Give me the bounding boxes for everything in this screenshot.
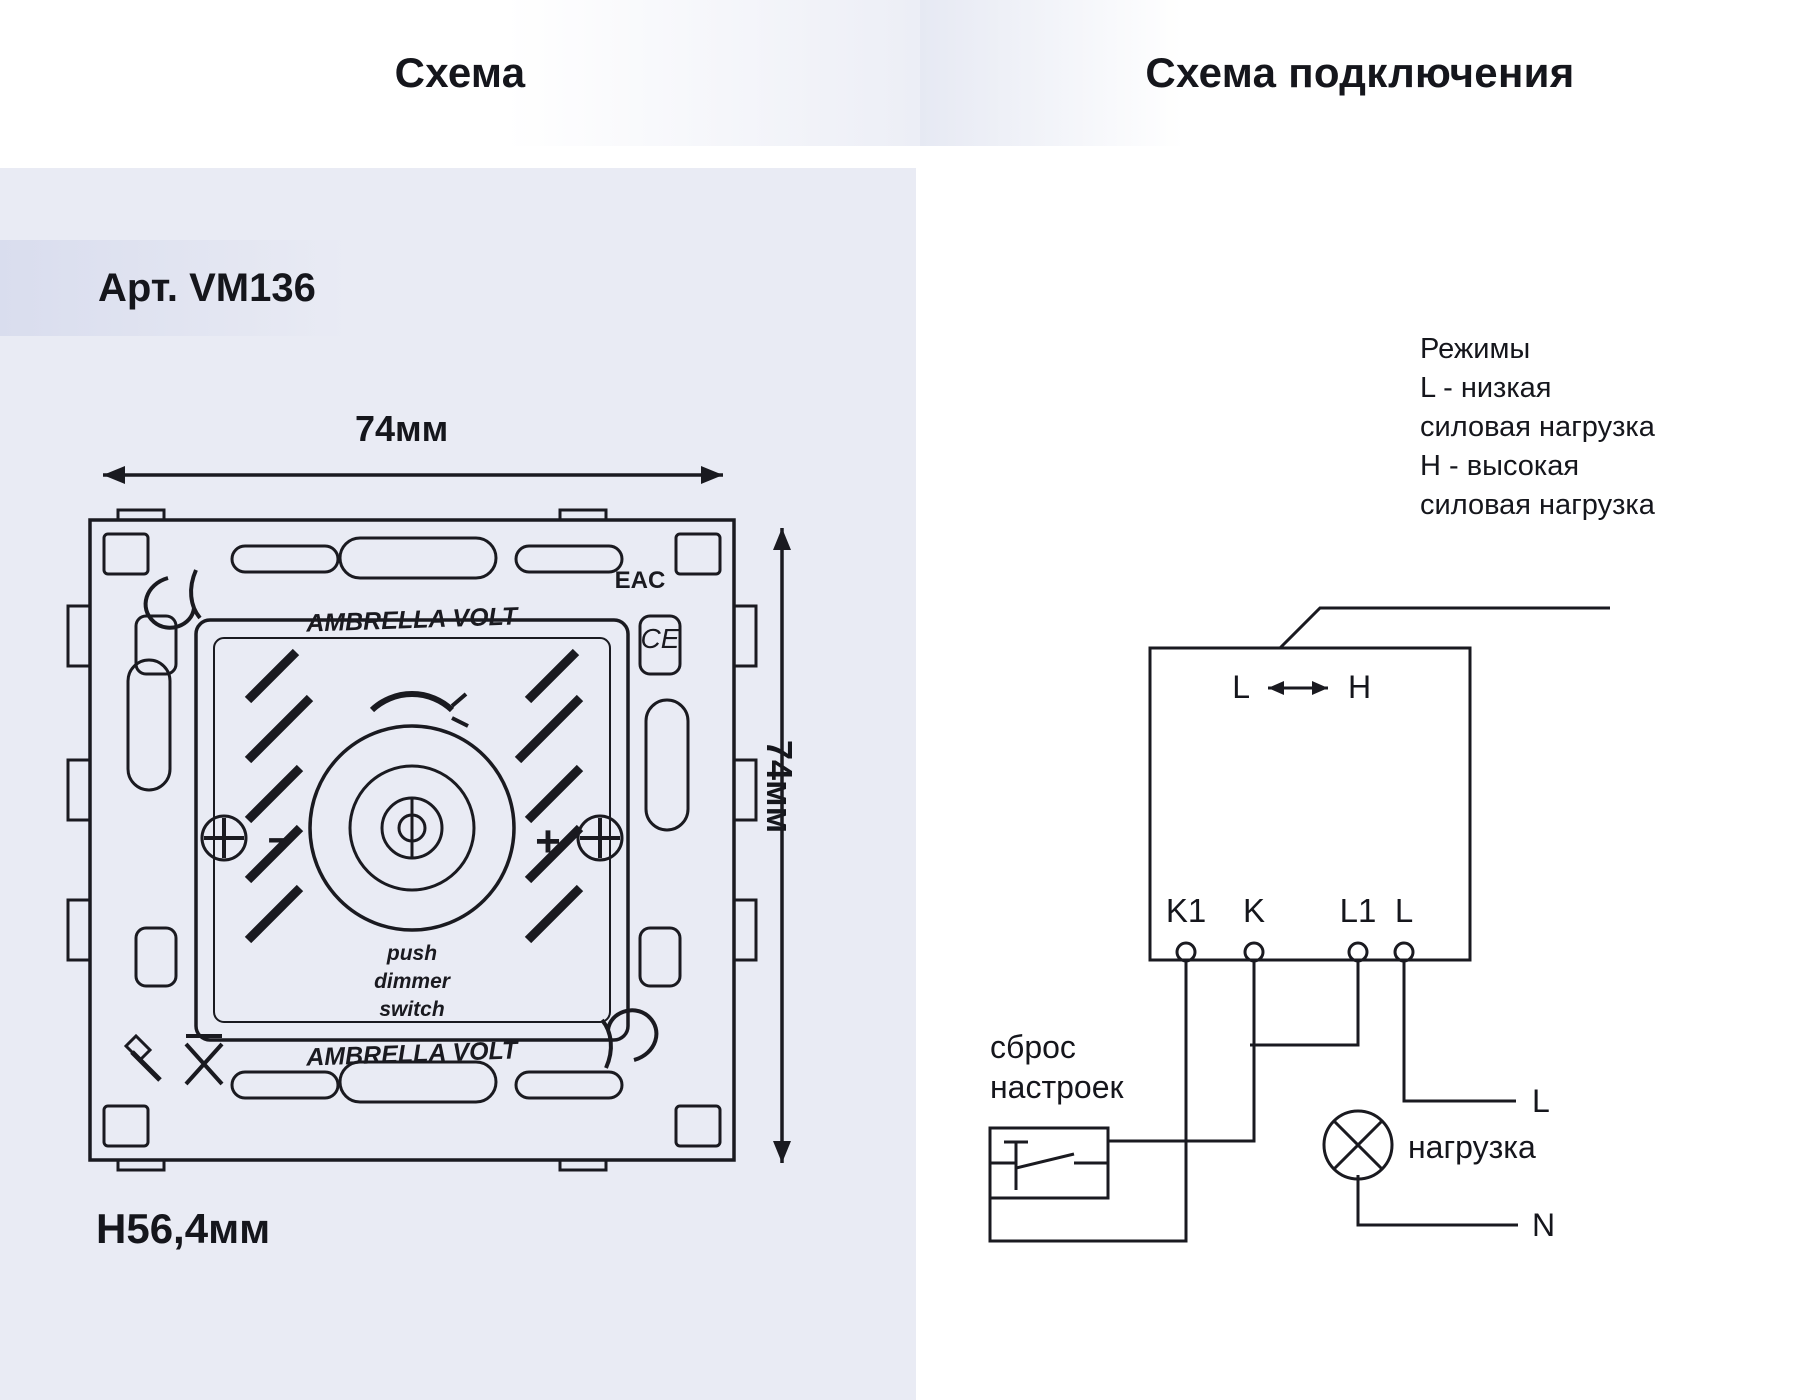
terminal-k1 [1177,943,1195,961]
terminal-label-l: L [1394,892,1414,929]
knob-text-dimmer: dimmer [374,970,450,993]
plus-label: + [535,817,561,866]
knob-text-switch: switch [379,998,445,1021]
wire-n [1358,1175,1518,1225]
modes-line-4: силовая нагрузка [1420,489,1655,521]
dimension-height-label: 74мм [759,740,800,834]
reset-button-symbol [990,1128,1108,1198]
modes-line-2: силовая нагрузка [1420,411,1655,443]
knob-text-push: push [386,942,438,965]
dimension-depth-label: H56,4мм [96,1205,271,1252]
cert-ce-label: CE [640,623,680,654]
modes-line-0: Режимы [1420,333,1531,365]
terminal-label-k1: K1 [1165,892,1207,929]
cert-eac-label: EAC [614,567,666,594]
article-label: Арт. VM136 [98,265,316,310]
minus-label: – [267,813,293,862]
line-label-L: L [1532,1083,1550,1119]
modes-line-3: H - высокая [1420,450,1580,482]
brand-text-top: AMBRELLA VOLT [305,602,518,638]
brand-text-bottom: AMBRELLA VOLT [305,1036,518,1072]
terminal-label-k: K [1242,892,1266,929]
terminal-l1 [1349,943,1367,961]
mode-arrow [1268,681,1328,695]
wire-k-reset [1108,961,1254,1141]
reset-label-line1: сброс [990,1029,1076,1065]
terminal-k [1245,943,1263,961]
lamp-symbol [1324,1111,1392,1179]
dimension-width-label: 74мм [355,408,449,449]
wire-l1-lamp [1250,961,1358,1045]
page-title-scheme: Схема [394,49,526,96]
line-label-N: N [1532,1207,1556,1243]
mode-pointer [1280,608,1610,648]
wire-l-line [1404,961,1516,1101]
modes-line-1: L - низкая [1420,372,1552,404]
terminal-label-l1: L1 [1339,892,1377,929]
reset-label-line2: настроек [990,1069,1124,1105]
terminal-l [1395,943,1413,961]
mode-label-L: L [1232,669,1250,705]
load-label: нагрузка [1408,1129,1536,1165]
page-title-wiring: Схема подключения [1145,49,1575,96]
mode-label-H: H [1348,669,1372,705]
